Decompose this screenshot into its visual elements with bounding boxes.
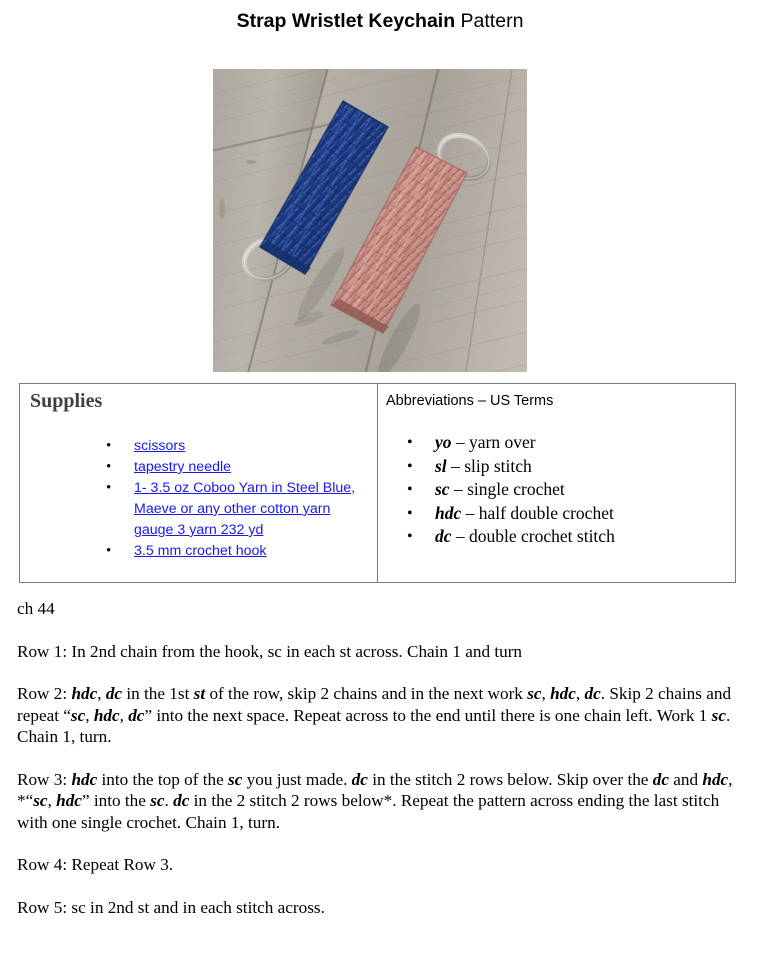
row3-abbr: sc — [228, 769, 243, 789]
supply-link-tapestry-needle[interactable]: tapestry needle — [134, 459, 232, 475]
row2-abbr: dc — [105, 684, 123, 703]
supply-link-crochet-hook[interactable]: 3.5 mm crochet hook — [134, 543, 267, 559]
supplies-cell — [20, 384, 378, 582]
row2-abbr: dc — [584, 684, 601, 703]
row3-abbr: hdc — [702, 769, 729, 789]
row2-seg: Row 2: — [17, 684, 72, 703]
abbreviations-cell — [378, 384, 735, 582]
starting-chain-line: ch 44 — [17, 599, 55, 618]
list-item — [407, 431, 727, 455]
supplies-list — [106, 436, 368, 562]
list-item — [106, 457, 368, 478]
list-item — [106, 478, 368, 541]
row-1-line: Row 1: In 2nd chain from the hook, sc in each st across. Chain 1 and turn — [17, 641, 523, 661]
row3-seg: ” into the — [81, 791, 151, 810]
abbreviation-term: dc — [435, 526, 452, 546]
page-title-bold: Strap Wristlet Keychain — [236, 10, 456, 32]
list-item — [407, 455, 727, 479]
row3-seg: Row 3: — [17, 769, 72, 789]
row3-abbr: hdc — [56, 791, 82, 810]
keychain-photo — [213, 69, 527, 372]
abbreviation-term: sc — [435, 479, 450, 499]
row3-abbr: hdc — [71, 769, 98, 789]
row3-seg: , *“ — [17, 769, 733, 810]
supplies-abbreviations-table — [19, 383, 736, 583]
list-item — [407, 525, 727, 549]
row3-seg: you just made. — [242, 769, 352, 789]
row2-abbr: st — [193, 684, 206, 703]
list-item — [407, 478, 727, 502]
list-item — [106, 541, 368, 562]
row-5-line: Row 5: sc in 2nd st and in each stitch across. — [17, 897, 325, 917]
row2-seg: , — [97, 684, 106, 703]
abbreviation-definition: – yarn over — [451, 432, 536, 452]
abbreviations-list — [407, 431, 727, 549]
abbreviation-term: yo — [435, 432, 452, 452]
abbreviation-term: sl — [435, 455, 447, 476]
row2-seg: in the 1st — [122, 684, 194, 703]
row-4-line: Row 4: Repeat Row 3. — [17, 855, 174, 874]
row3-abbr: dc — [652, 769, 669, 789]
abbreviation-term: hdc — [435, 502, 462, 523]
row3-abbr: dc — [351, 769, 368, 789]
row2-seg: . Chain 1, turn. — [17, 705, 731, 746]
row2-seg: , — [575, 684, 585, 703]
abbreviation-definition: – double crochet stitch — [451, 526, 615, 546]
row2-abbr: hdc — [93, 705, 120, 725]
row3-seg: into the top of the — [97, 769, 229, 789]
supply-link-coboo-yarn[interactable]: 1- 3.5 oz Coboo Yarn in Steel Blue, Maeve or any other cotton yarn gauge 3 yarn 232 yd — [134, 480, 356, 538]
row3-seg: , — [47, 791, 57, 810]
row2-abbr: hdc — [550, 684, 576, 703]
row3-seg: and — [668, 769, 703, 789]
abbreviation-definition: – single crochet — [449, 479, 565, 499]
row3-abbr: dc — [173, 791, 190, 810]
keychain-photo-graphic — [213, 69, 527, 372]
row3-seg: in the stitch 2 rows below. Skip over the — [367, 769, 653, 789]
row3-seg: in the 2 stitch 2 rows below*. Repeat the pattern across ending the last stitch with one single crochet. Chain 1, turn. — [17, 791, 720, 832]
supplies-heading: Supplies — [30, 390, 103, 412]
row2-seg: , — [541, 684, 551, 703]
page-title-regular: Pattern — [455, 10, 524, 32]
abbreviation-definition: – half double crochet — [461, 502, 614, 523]
row2-abbr: hdc — [71, 684, 98, 703]
row2-seg: . Skip 2 chains and repeat “ — [17, 684, 732, 725]
row2-seg: of the row, skip 2 chains and in the next work — [205, 684, 528, 703]
abbreviation-definition: – slip stitch — [446, 455, 532, 476]
row2-seg: , — [85, 705, 94, 725]
list-item — [106, 436, 368, 457]
row3-abbr: sc — [33, 791, 48, 810]
row2-abbr: dc — [128, 705, 145, 725]
list-item — [407, 502, 727, 526]
supply-link-scissors[interactable]: scissors — [134, 438, 186, 454]
row-3-line — [17, 769, 737, 834]
page-title — [0, 8, 760, 34]
row3-abbr: sc — [150, 791, 165, 810]
row2-seg: , — [119, 705, 129, 725]
row-2-line — [17, 683, 737, 748]
row3-seg: . — [164, 791, 174, 810]
row2-abbr: sc — [527, 684, 542, 703]
row2-abbr: sc — [70, 705, 86, 725]
row2-abbr: sc — [711, 705, 726, 725]
pattern-instructions — [17, 598, 737, 918]
abbreviations-heading: Abbreviations – US Terms — [386, 393, 554, 409]
row2-seg: ” into the next space. Repeat across to the end until there is one chain left. Work 1 — [144, 705, 712, 725]
